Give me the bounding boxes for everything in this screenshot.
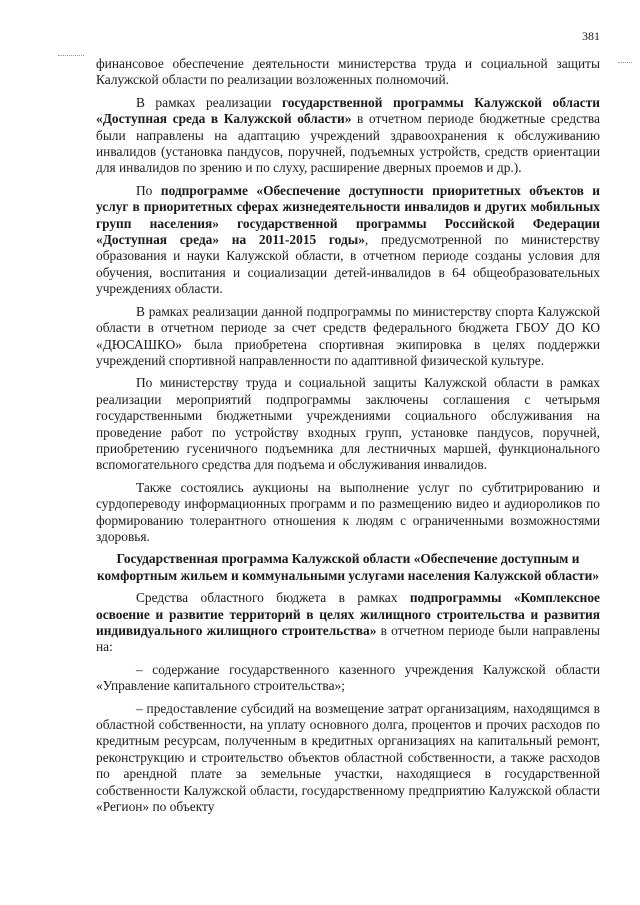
list-item-subsidies: – предоставление субсидий на возмещение затрат организациям, находящимся в областной собственности, на уплату основного долга, процентов и прочих расходов по кредитным ресурсам, полученным в кредитных организациях на капитальный ремонт, реконструкцию и строительство объектов областной собственности, а также расходов по арендной плате за земельные участки, находящиеся в государственной собственности Калужской области, государственному предприятию Калужской области «Регион» по объекту — [96, 700, 600, 815]
subprogram-name-bold: подпрограмме «Обеспечение доступности приоритетных объектов и услуг в приоритетных сферах жизнедеятельности инвалидов и других мобильных групп населения» государственной программы Российской Федерации «Доступная среда» на 2011-2015 годы» — [96, 182, 601, 248]
scan-artifact — [58, 55, 84, 60]
paragraph-housing-subprogram: Средства областного бюджета в рамках подпрограммы «Комплексное освоение и развитие территорий в целях жилищного строительства и развития индивидуального жилищного строительства» в отчетном периоде были направлены на: — [96, 590, 600, 655]
paragraph-labor-ministry: По министерству труда и социальной защиты Калужской области в рамках реализации мероприятий подпрограммы заключены соглашения с четырьмя государственными бюджетными учреждениями социального обслуживания на проведение работ по устройству входных групп, установке пандусов, поручней, приобретению гусеничного подъемника для лестничных маршей, функционального вспомогательного средства для подъема и обслуживания инвалидов. — [96, 375, 600, 473]
housing-subprogram-bold: подпрограммы «Комплексное освоение и развитие территорий в целях жилищного строительства и развития индивидуального жилищного строительства» — [96, 590, 600, 638]
paragraph-continuation: финансовое обеспечение деятельности министерства труда и социальной защиты Калужской области по реализации возложенных полномочий. — [96, 56, 600, 88]
section-heading: Государственная программа Калужской области «Обеспечение доступным и комфортным жильем и коммунальными услугами населения Калужской области» — [96, 551, 600, 583]
paragraph-sport-ministry: В рамках реализации данной подпрограммы по министерству спорта Калужской области в отчетном периоде за счет средств федерального бюджета ГБОУ ДО КО «ДЮСАШКО» была приобретена спортивная экипировка в целях поддержки учреждений спортивной направленности по адаптивной физической культуре. — [96, 303, 600, 368]
document-body — [96, 56, 600, 819]
list-item-maintenance: – содержание государственного казенного учреждения Калужской области «Управление капитального строительства»; — [96, 661, 600, 694]
paragraph-subprogram-accessibility: По подпрограмме «Обеспечение доступности приоритетных объектов и услуг в приоритетных сферах жизнедеятельности инвалидов и других мобильных групп населения» государственной программы Российской Федерации «Доступная среда» на 2011-2015 годы», предусмотренной по министерству образования и науки Калужской области, в отчетном периоде созданы условия для обучения, воспитания и социализации детей-инвалидов в 64 общеобразовательных учреждениях области. — [96, 182, 601, 297]
program-name-bold: государственной программы Калужской области «Доступная среда в Калужской области» — [96, 94, 600, 127]
scan-artifact-right — [618, 62, 632, 67]
paragraph-accessible-environment: В рамках реализации государственной программы Калужской области «Доступная среда в Калужской области» в отчетном периоде бюджетные средства были направлены на адаптацию учреждений здравоохранения к обслуживанию инвалидов (установка пандусов, поручней, подъемных устройств, средств ориентации для инвалидов по зрению и по слуху, расширение дверных проемов и др.). — [96, 94, 600, 176]
paragraph-auctions: Также состоялись аукционы на выполнение услуг по субтитрированию и сурдопереводу информационных программ и по размещению видео и аудиороликов по формированию толерантного отношения к людям с ограниченными возможностями здоровья. — [96, 479, 600, 544]
page-number: 381 — [582, 29, 600, 43]
